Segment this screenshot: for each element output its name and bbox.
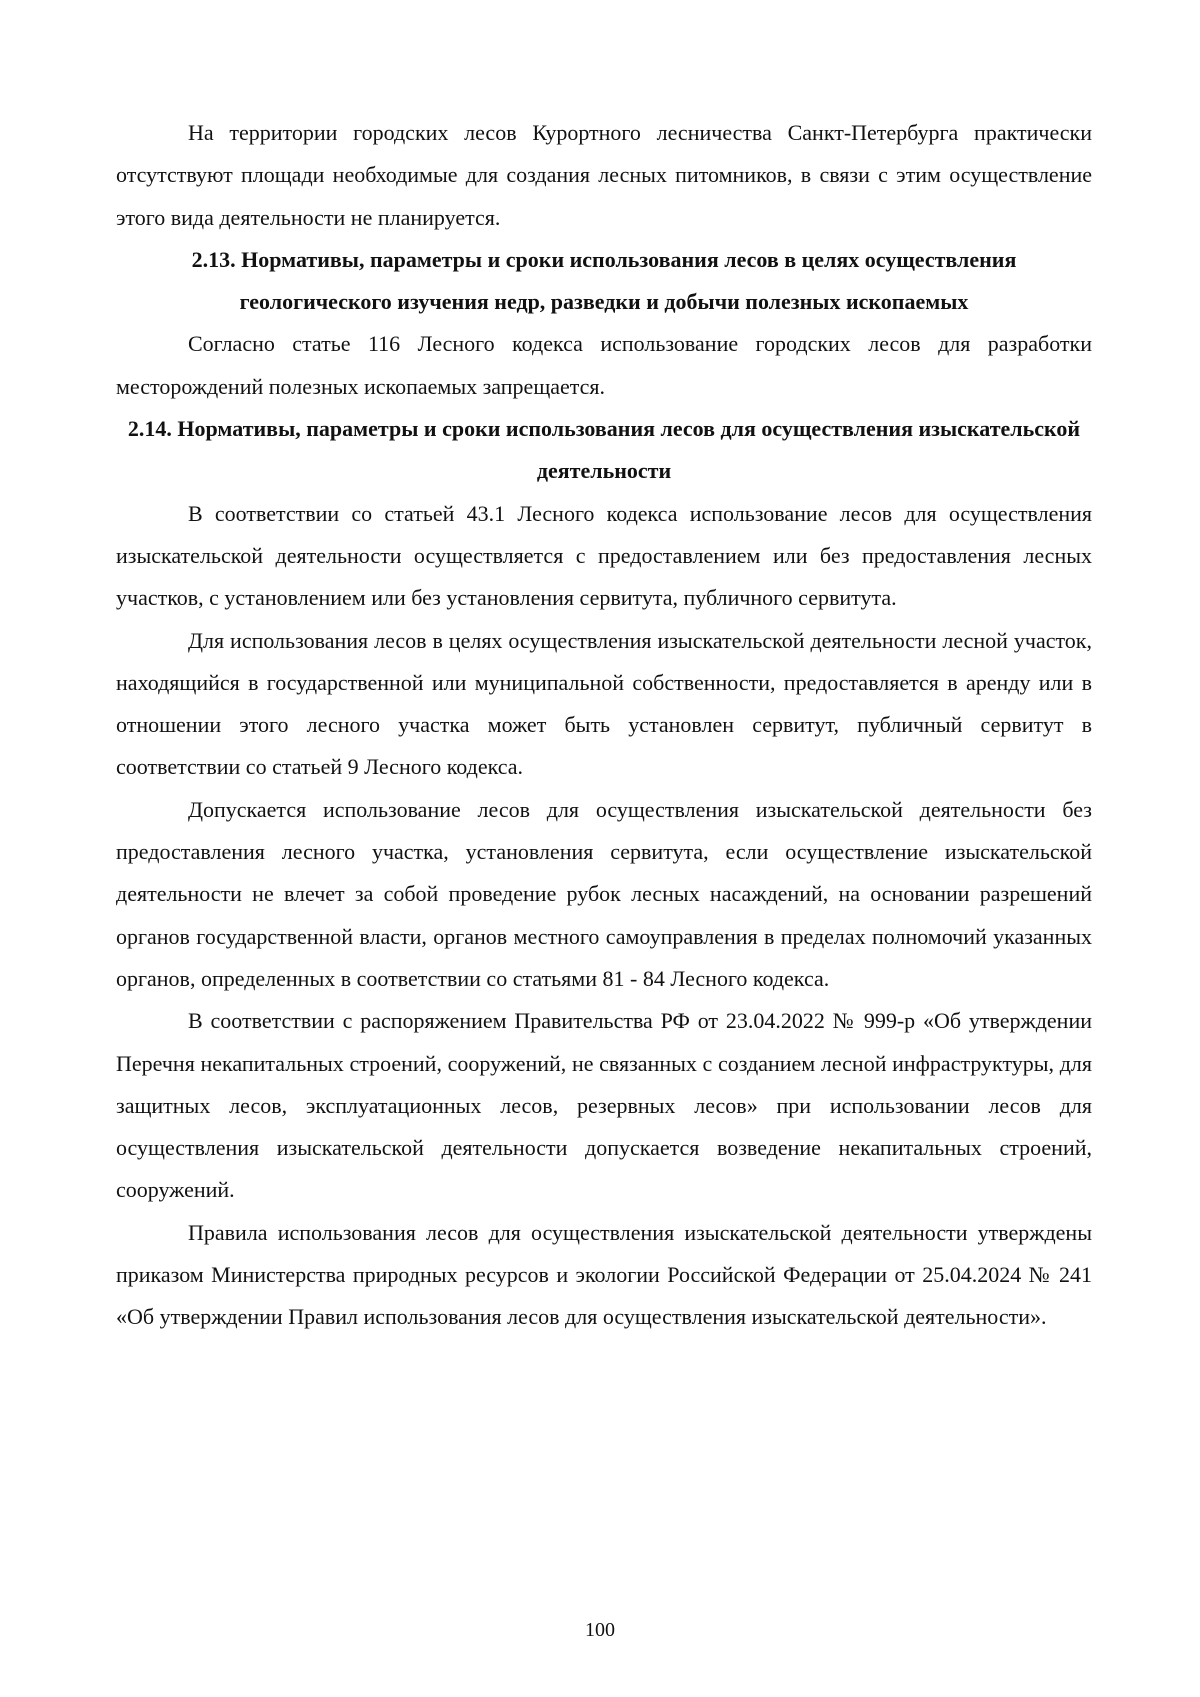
page-content bbox=[116, 112, 1092, 1339]
heading-section-2-13: 2.13. Нормативы, параметры и сроки использования лесов в целях осуществления геологического изучения недр, разведки и добычи полезных ископаемых bbox=[191, 246, 1017, 315]
paragraph-nurseries: На территории городских лесов Курортного лесничества Санкт-Петербурга практически отсутствуют площади необходимые для создания лесных питомников, в связи с этим осуществление этого вида деятельности не планируется. bbox=[116, 120, 1092, 230]
paragraph-rules-approved: Правила использования лесов для осуществления изыскательской деятельности утверждены приказом Министерства природных ресурсов и экологии Российской Федерации от 25.04.2024 № 241 «Об утверждении Правил использования лесов для осуществления изыскательской деятельности». bbox=[116, 1219, 1092, 1330]
page-number: 100 bbox=[585, 1619, 615, 1641]
paragraph-lease-servitude: Для использования лесов в целях осуществления изыскательской деятельности лесной участок, находящийся в государственной или муниципальной собственности, предоставляется в аренду или в отношении этого лесного участка может быть установлен сервитут, публичный сервитут в соответствии со статьей 9 Лесного кодекса. bbox=[116, 627, 1092, 780]
paragraph-mineral-deposits: Согласно статье 116 Лесного кодекса использование городских лесов для разработки месторождений полезных ископаемых запрещается. bbox=[116, 331, 1092, 399]
paragraph-article-43-1: В соответствии со статьей 43.1 Лесного кодекса использование лесов для осуществления изыскательской деятельности осуществляется с предоставлением или без предоставления лесных участков, с установлением или без установления сервитута, публичного сервитута. bbox=[116, 500, 1092, 611]
heading-section-2-14: 2.14. Нормативы, параметры и сроки использования лесов для осуществления изыскательской деятельности bbox=[127, 416, 1081, 484]
paragraph-government-order: В соответствии с распоряжением Правительства РФ от 23.04.2022 № 999-р «Об утверждении Перечня некапитальных строений, сооружений, не связанных с созданием лесной инфраструктуры, для защитных лесов, эксплуатационных лесов, резервных лесов» при использовании лесов для осуществления изыскательской деятельности допускается возведение некапитальных строений, сооружений. bbox=[116, 1008, 1092, 1203]
paragraph-without-plot: Допускается использование лесов для осуществления изыскательской деятельности без предоставления лесного участка, установления сервитута, если осуществление изыскательской деятельности не влечет за собой проведение рубок лесных насаждений, на основании разрешений органов государственной власти, органов местного самоуправления в пределах полномочий указанных органов, определенных в соответствии со статьями 81 - 84 Лесного кодекса. bbox=[116, 796, 1092, 991]
